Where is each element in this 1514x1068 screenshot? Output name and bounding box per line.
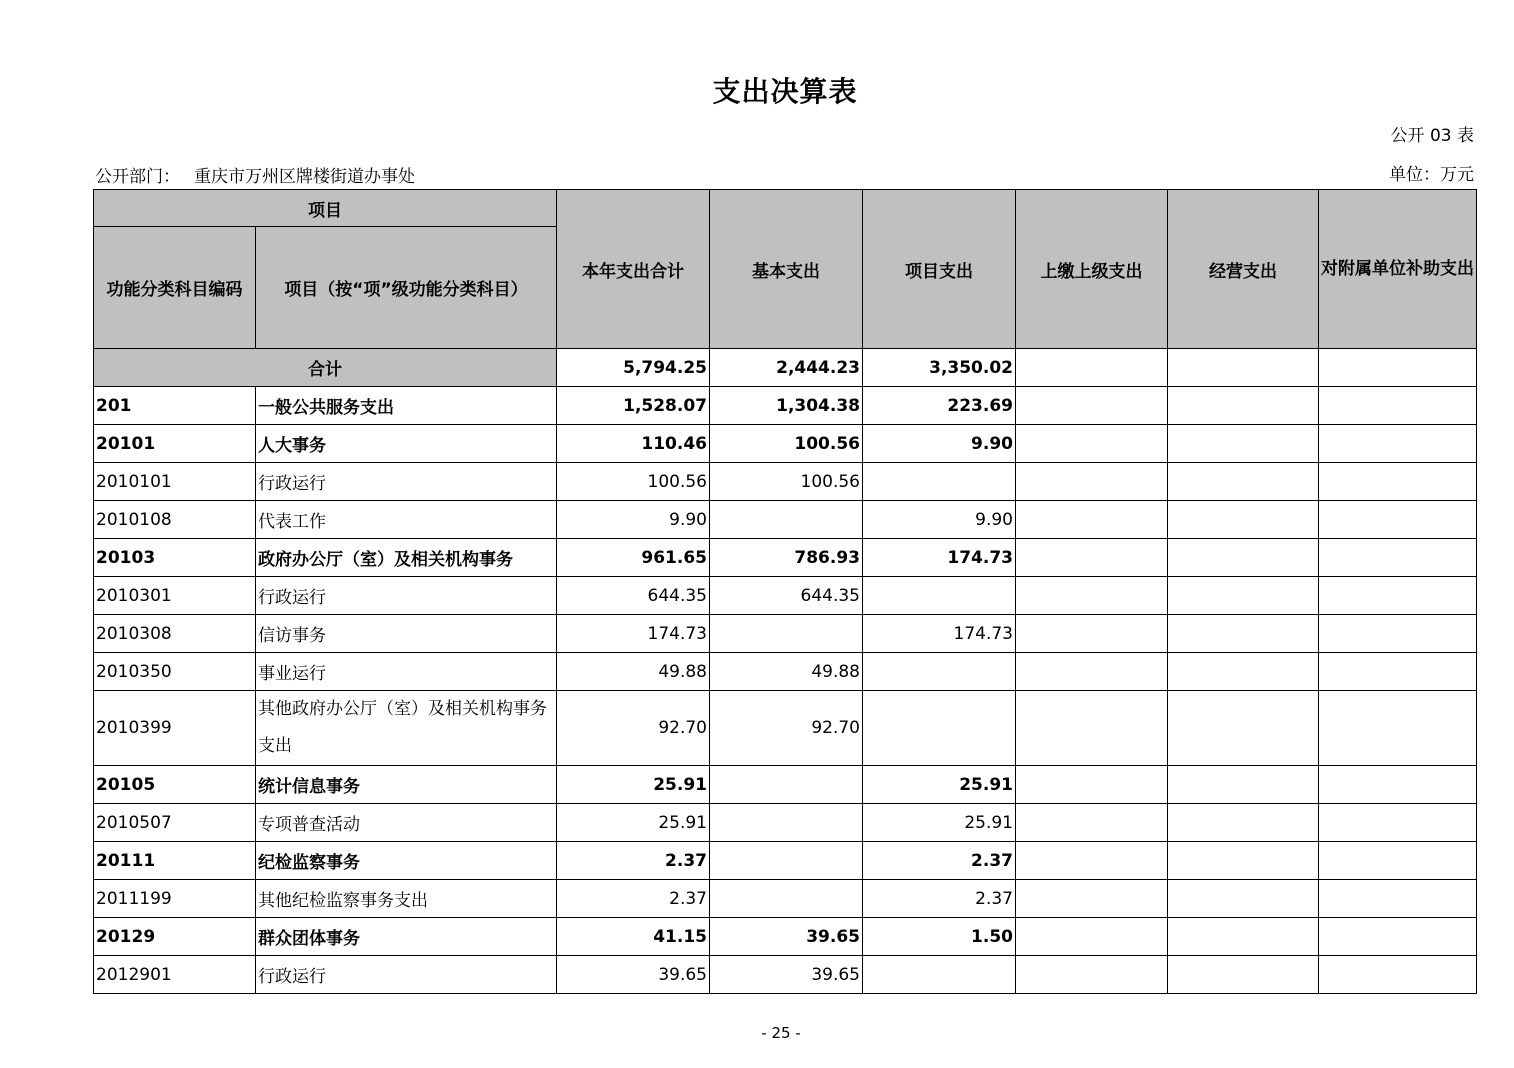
cell-subsidy [1319,539,1477,577]
cell-name: 专项普查活动 [256,804,557,842]
cell-name: 一般公共服务支出 [256,387,557,425]
header-basic: 基本支出 [710,190,863,349]
cell-project [863,577,1016,615]
cell-code: 2010308 [94,615,256,653]
cell-total: 2.37 [557,842,710,880]
cell-subsidy [1319,691,1477,766]
cell-business [1168,691,1319,766]
total-cell-subsidy [1319,349,1477,387]
cell-name: 纪检监察事务 [256,842,557,880]
cell-upper [1016,804,1168,842]
table-row [94,463,1477,501]
cell-basic [710,842,863,880]
cell-upper [1016,501,1168,539]
cell-upper [1016,691,1168,766]
cell-business [1168,880,1319,918]
cell-code: 2012901 [94,956,256,994]
cell-code: 201 [94,387,256,425]
cell-business [1168,653,1319,691]
cell-code: 20129 [94,918,256,956]
cell-project [863,463,1016,501]
page-number: - 25 - [761,1024,801,1042]
cell-code: 20101 [94,425,256,463]
table-row [94,425,1477,463]
cell-subsidy [1319,918,1477,956]
header-item: 项目 [94,190,557,227]
table-row [94,766,1477,804]
cell-upper [1016,577,1168,615]
cell-name: 政府办公厅（室）及相关机构事务 [256,539,557,577]
cell-code: 2010507 [94,804,256,842]
cell-basic [710,804,863,842]
cell-basic: 92.70 [710,691,863,766]
cell-project: 223.69 [863,387,1016,425]
cell-basic: 644.35 [710,577,863,615]
cell-basic: 49.88 [710,653,863,691]
cell-total: 2.37 [557,880,710,918]
page-title: 支出决算表 [712,75,858,108]
cell-upper [1016,463,1168,501]
unit-label: 单位：万元 [1389,165,1474,185]
table-row [94,387,1477,425]
cell-basic: 100.56 [710,463,863,501]
table-row [94,501,1477,539]
cell-basic: 100.56 [710,425,863,463]
cell-project [863,691,1016,766]
cell-total: 41.15 [557,918,710,956]
cell-code: 2010101 [94,463,256,501]
table-row [94,577,1477,615]
cell-name: 事业运行 [256,653,557,691]
department-label: 公开部门： [95,167,180,187]
cell-upper [1016,539,1168,577]
header-code: 功能分类科目编码 [94,227,256,349]
cell-total: 49.88 [557,653,710,691]
cell-upper [1016,653,1168,691]
total-cell-basic: 2,444.23 [710,349,863,387]
table-row [94,880,1477,918]
header-subsidy: 对附属单位补助支出 [1319,190,1477,349]
cell-total: 100.56 [557,463,710,501]
cell-basic: 786.93 [710,539,863,577]
cell-business [1168,539,1319,577]
header-project: 项目支出 [863,190,1016,349]
cell-total: 644.35 [557,577,710,615]
table-row [94,539,1477,577]
cell-business [1168,501,1319,539]
cell-total: 9.90 [557,501,710,539]
cell-business [1168,425,1319,463]
cell-upper [1016,425,1168,463]
cell-code: 2010301 [94,577,256,615]
cell-business [1168,615,1319,653]
cell-project: 9.90 [863,425,1016,463]
cell-basic [710,615,863,653]
cell-name: 统计信息事务 [256,766,557,804]
cell-basic: 39.65 [710,918,863,956]
cell-basic: 39.65 [710,956,863,994]
cell-project: 9.90 [863,501,1016,539]
cell-project: 174.73 [863,615,1016,653]
cell-business [1168,956,1319,994]
cell-name: 行政运行 [256,577,557,615]
cell-total: 174.73 [557,615,710,653]
cell-code: 2011199 [94,880,256,918]
cell-name: 群众团体事务 [256,918,557,956]
cell-upper [1016,387,1168,425]
total-label: 合计 [94,349,557,387]
cell-basic [710,766,863,804]
cell-business [1168,842,1319,880]
cell-subsidy [1319,956,1477,994]
cell-business [1168,387,1319,425]
cell-upper [1016,880,1168,918]
cell-project: 25.91 [863,804,1016,842]
cell-total: 25.91 [557,766,710,804]
total-cell-total: 5,794.25 [557,349,710,387]
cell-upper [1016,918,1168,956]
expenditure-table [93,189,1477,994]
form-number: 公开 03 表 [1390,126,1474,146]
cell-subsidy [1319,463,1477,501]
total-cell-upper [1016,349,1168,387]
cell-subsidy [1319,425,1477,463]
department-line [95,162,415,187]
cell-name: 其他政府办公厅（室）及相关机构事务支出 [256,691,557,766]
cell-project [863,653,1016,691]
cell-subsidy [1319,880,1477,918]
cell-project: 2.37 [863,842,1016,880]
cell-total: 1,528.07 [557,387,710,425]
table-row [94,956,1477,994]
cell-subsidy [1319,804,1477,842]
cell-business [1168,804,1319,842]
cell-subsidy [1319,842,1477,880]
cell-project [863,956,1016,994]
cell-total: 110.46 [557,425,710,463]
header-business: 经营支出 [1168,190,1319,349]
cell-code: 2010399 [94,691,256,766]
cell-business [1168,463,1319,501]
cell-business [1168,766,1319,804]
cell-subsidy [1319,653,1477,691]
cell-subsidy [1319,501,1477,539]
cell-name: 行政运行 [256,956,557,994]
cell-total: 961.65 [557,539,710,577]
cell-basic [710,880,863,918]
cell-code: 20111 [94,842,256,880]
table-row [94,918,1477,956]
cell-subsidy [1319,766,1477,804]
cell-upper [1016,766,1168,804]
cell-project: 2.37 [863,880,1016,918]
cell-business [1168,918,1319,956]
total-cell-business [1168,349,1319,387]
cell-basic: 1,304.38 [710,387,863,425]
cell-project: 1.50 [863,918,1016,956]
header-name: 项目（按“项”级功能分类科目） [256,227,557,349]
cell-total: 92.70 [557,691,710,766]
cell-code: 2010108 [94,501,256,539]
department-name: 重庆市万州区牌楼街道办事处 [194,167,415,187]
cell-code: 20105 [94,766,256,804]
cell-upper [1016,615,1168,653]
cell-code: 2010350 [94,653,256,691]
cell-upper [1016,842,1168,880]
cell-upper [1016,956,1168,994]
header-total: 本年支出合计 [557,190,710,349]
cell-name: 其他纪检监察事务支出 [256,880,557,918]
cell-project: 174.73 [863,539,1016,577]
table-row [94,691,1477,766]
table-row [94,615,1477,653]
cell-project: 25.91 [863,766,1016,804]
cell-total: 39.65 [557,956,710,994]
cell-subsidy [1319,577,1477,615]
cell-basic [710,501,863,539]
header-upper: 上缴上级支出 [1016,190,1168,349]
cell-subsidy [1319,387,1477,425]
table-row [94,804,1477,842]
cell-name: 信访事务 [256,615,557,653]
cell-name: 行政运行 [256,463,557,501]
table-row [94,842,1477,880]
total-row [94,349,1477,387]
cell-name: 代表工作 [256,501,557,539]
cell-name: 人大事务 [256,425,557,463]
table-row [94,653,1477,691]
total-cell-project: 3,350.02 [863,349,1016,387]
cell-total: 25.91 [557,804,710,842]
cell-code: 20103 [94,539,256,577]
cell-business [1168,577,1319,615]
cell-subsidy [1319,615,1477,653]
